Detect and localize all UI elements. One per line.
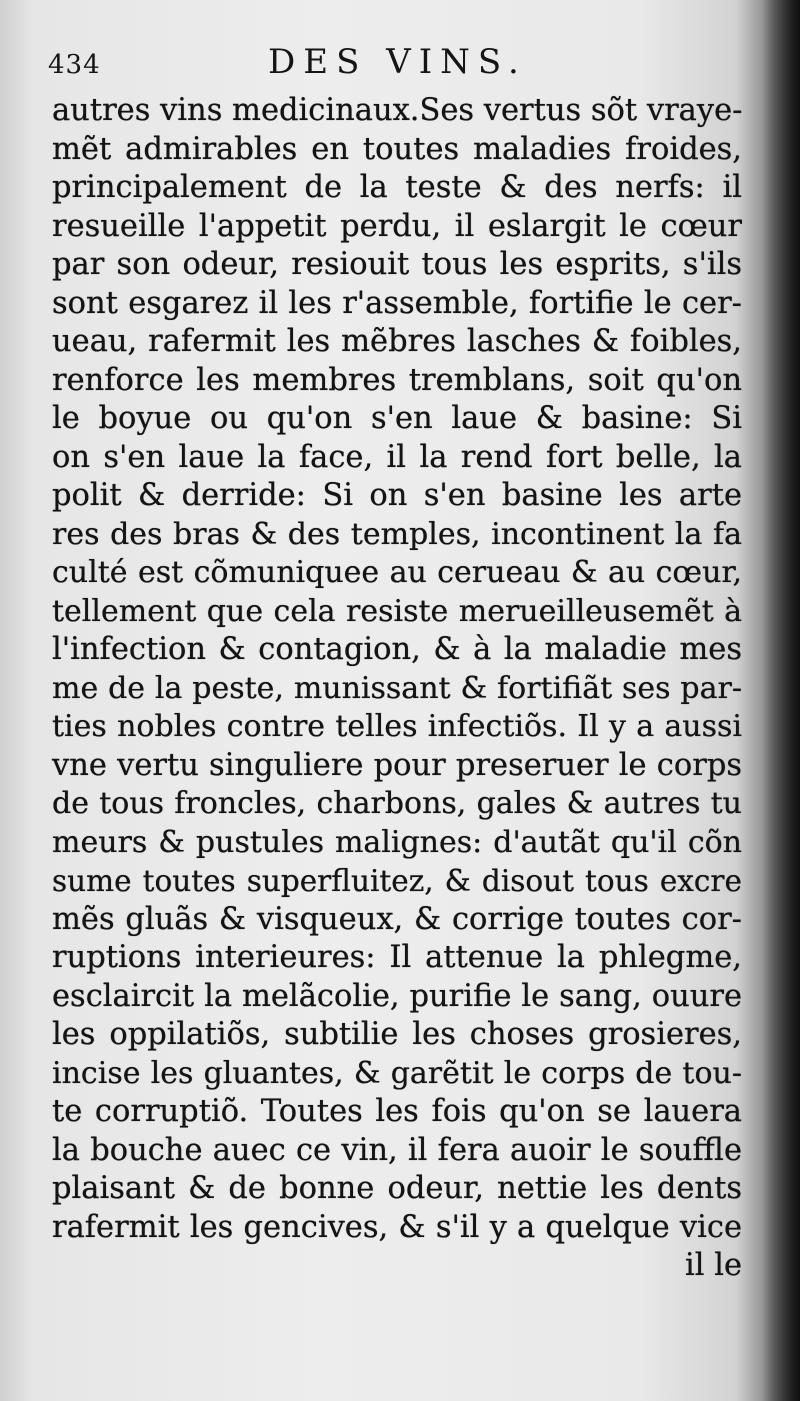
text-line: esclaircit la melãcolie, purifie le sang, ouure xyxy=(52,978,742,1014)
text-line: tellement que cela resiste merueilleusemẽt à xyxy=(52,593,742,629)
text-line: l'infection & contagion, & à la maladie mes xyxy=(52,632,742,667)
text-line: on s'en laue la face, il la rend fort belle, la xyxy=(52,439,742,475)
page-header xyxy=(48,42,738,90)
text-line: le boyue ou qu'on s'en laue & basine: Si xyxy=(52,401,742,436)
text-line: rafermit les gencives, & s'il y a quelque vice xyxy=(52,1209,742,1245)
text-line: vne vertu singuliere pour preseruer le corps xyxy=(52,747,742,783)
text-line: renforce les membres tremblans, soit qu'on xyxy=(52,362,742,398)
catchword: il le xyxy=(684,1248,742,1283)
text-line: res des bras & des temples, incontinent la fa xyxy=(52,516,742,552)
text-line: culté est cõmuniquee au cerueau & au cœur, xyxy=(52,555,742,590)
text-line: sume toutes superfluitez, & disout tous excre xyxy=(52,864,742,898)
text-line: de tous froncles, charbons, gales & autres tu xyxy=(52,786,742,821)
page-number: 434 xyxy=(48,50,101,80)
text-line: resueille l'appetit perdu, il eslargit le cœur xyxy=(52,208,742,244)
text-line: ruptions interieures: Il attenue la phlegme, xyxy=(52,940,742,975)
text-line: par son odeur, resiouit tous les esprits, s'ils xyxy=(52,247,742,282)
body-text xyxy=(52,92,742,1286)
page-gutter-shadow xyxy=(762,0,800,1401)
text-line: polit & derride: Si on s'en basine les arte xyxy=(52,478,742,513)
text-line: sont esgarez il les r'assemble, fortifie le cer- xyxy=(52,285,742,321)
text-line: autres vins medicinaux.Ses vertus sõt vraye- xyxy=(52,93,743,128)
text-line: ties nobles contre telles infectiõs. Il y a aussi xyxy=(52,709,742,744)
text-line: te corruptiõ. Toutes les fois qu'on se lauera xyxy=(52,1094,742,1129)
text-line: plaisant & de bonne odeur, nettie les dents xyxy=(52,1171,742,1206)
text-line: les oppilatiõs, subtilie les choses grosieres, xyxy=(52,1017,742,1052)
text-line: principalement de la teste & des nerfs: il xyxy=(52,170,742,205)
text-line: ueau, rafermit les mẽbres lasches & foibles, xyxy=(52,324,742,359)
text-line: la bouche auec ce vin, il fera auoir le souffle xyxy=(52,1132,742,1168)
running-title: DES VINS. xyxy=(268,42,527,82)
text-line: mẽt admirables en toutes maladies froides, xyxy=(52,131,742,167)
text-line: me de la peste, munissant & fortifiãt ses par- xyxy=(52,670,742,706)
text-line: mẽs gluãs & visqueux, & corrige toutes cor- xyxy=(52,901,742,937)
text-line: meurs & pustules malignes: d'autãt qu'il cõn xyxy=(52,824,742,860)
text-line: incise les gluantes, & garẽtit le corps de tou- xyxy=(52,1055,742,1091)
